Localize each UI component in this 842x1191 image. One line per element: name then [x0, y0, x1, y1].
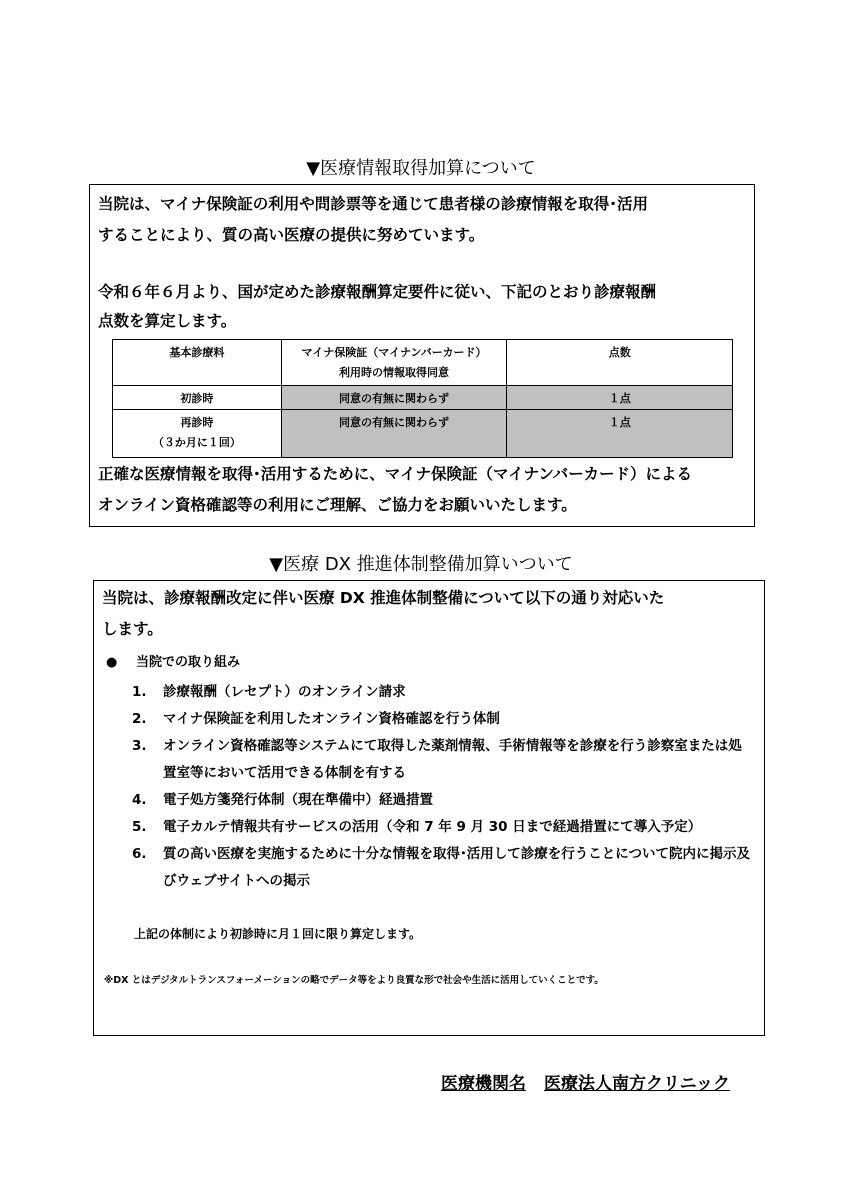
- row-label: 再診時 （３か月に１回）: [113, 410, 282, 458]
- table-row: [113, 410, 733, 458]
- fee-table: [112, 339, 733, 458]
- row-points: １点: [507, 386, 733, 410]
- row-points: １点: [507, 410, 733, 458]
- row-label: 初診時: [113, 386, 282, 410]
- table-row: [113, 386, 733, 410]
- clinic-name: 医療法人南方クリニック: [544, 1074, 730, 1094]
- section2-intro: 当院は、診療報酬改定に伴い医療 DX 推進体制整備について以下の通り対応いた します。: [102, 589, 665, 638]
- initiatives-bullet: [106, 653, 240, 673]
- list-item: 1. 診療報酬（レセプト）のオンライン請求: [132, 684, 406, 700]
- bullet-icon: ●: [106, 655, 118, 670]
- list-item: 2. マイナ保険証を利用したオンライン資格確認を行う体制: [132, 711, 500, 727]
- header-basic-fee: 基本診療料: [113, 340, 282, 386]
- calculation-note: 上記の体制により初診時に月１回に限り算定します。: [134, 927, 422, 941]
- dx-promotion-box: [93, 580, 765, 1036]
- list-item: 6. 質の高い医療を実施するために十分な情報を取得･活用して診療を行うことについて院内に掲示及びウェブサイトへの掲示: [132, 846, 750, 889]
- header-consent: マイナ保険証（マイナンバーカード） 利用時の情報取得同意: [281, 340, 507, 386]
- row-consent: 同意の有無に関わらず: [281, 386, 507, 410]
- list-item: 5. 電子カルテ情報共有サービスの活用（令和 7 年 9 月 30 日まで経過措置にて導入予定）: [132, 819, 702, 835]
- header-points: 点数: [507, 340, 733, 386]
- section1-closing: 正確な医療情報を取得･活用するために、マイナ保険証（マイナンバーカード）による オンライン資格確認等の利用にご理解、ご協力をお願いいたします。: [98, 465, 692, 514]
- section1-heading: ▼医療情報取得加算について: [306, 158, 536, 179]
- initiatives-list: [132, 679, 752, 895]
- institution-name: [441, 1069, 730, 1094]
- list-item: 4. 電子処方箋発行体制（現在準備中）経過措置: [132, 792, 433, 808]
- list-item: 3. オンライン資格確認等システムにて取得した薬剤情報、手術情報等を診療を行う診察室または処置室等において活用できる体制を有する: [132, 738, 742, 781]
- info-acquisition-box: [89, 184, 755, 527]
- fee-table-header: [113, 340, 733, 386]
- section1-intro: 当院は、マイナ保険証の利用や問診票等を通じて患者様の診療情報を取得･活用 することにより、質の高い医療の提供に努めています。: [98, 195, 648, 244]
- section1-policy: 令和６年６月より、国が定めた診療報酬算定要件に従い、下記のとおり診療報酬 点数を算定します。: [98, 283, 657, 330]
- dx-footnote: ※DX とはデジタルトランスフォーメーションの略でデータ等をより良質な形で社会や生活に活用していくことです。: [104, 975, 604, 986]
- initiatives-label: 当院での取り組み: [136, 655, 241, 670]
- section2-heading: ▼医療 DX 推進体制整備加算いついて: [269, 554, 573, 575]
- institution-label: 医療機関名: [441, 1074, 526, 1094]
- row-consent: 同意の有無に関わらず: [281, 410, 507, 458]
